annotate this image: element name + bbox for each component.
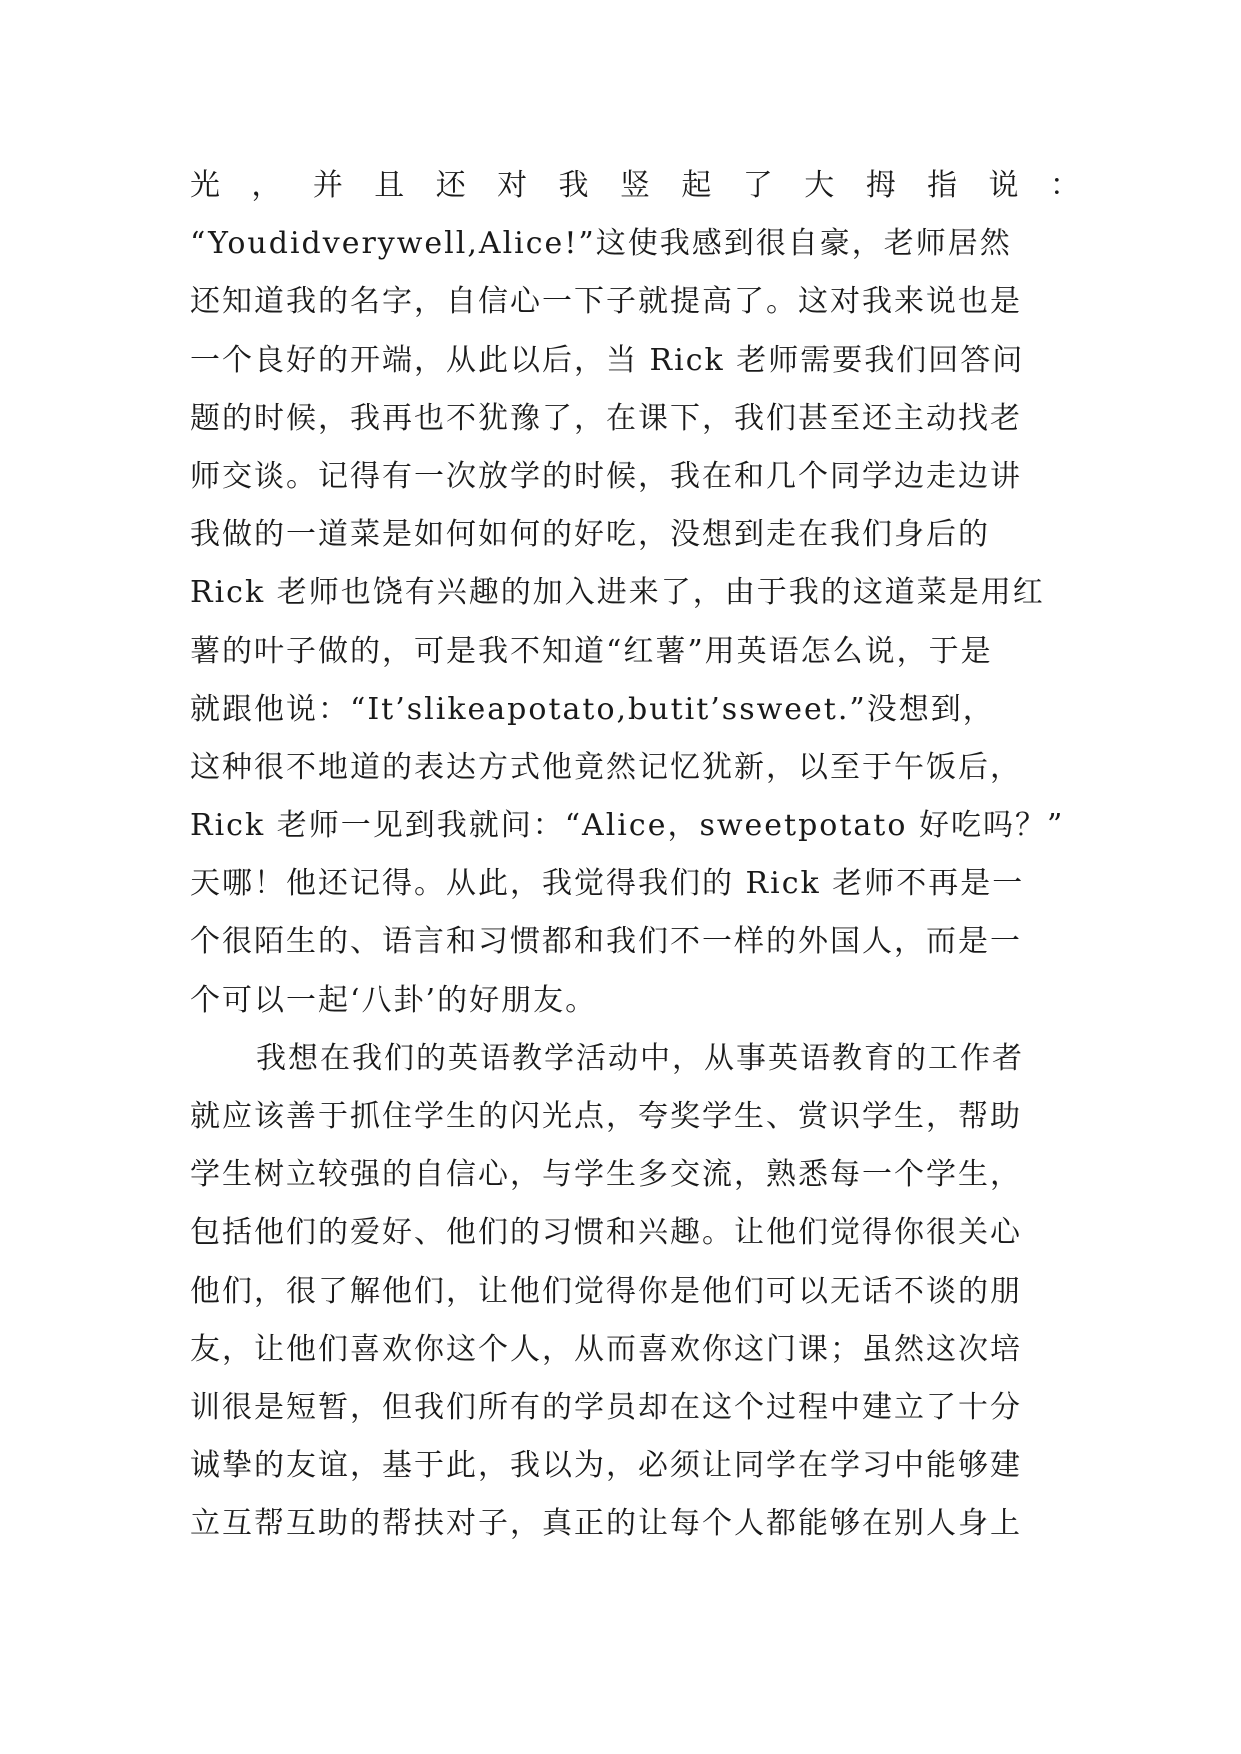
text-line: 包括他们的爱好、他们的习惯和兴趣。让他们觉得你很关心 — [190, 1215, 1022, 1251]
paragraph-start-line: 我想在我们的英语教学活动中，从事英语教育的工作者 — [256, 1040, 1024, 1076]
text-line: 立互帮互助的帮扶对子，真正的让每个人都能够在别人身上 — [190, 1506, 1022, 1542]
text-line: 还知道我的名字，自信心一下子就提高了。这对我来说也是 — [190, 284, 1022, 320]
text-line: 题的时候，我再也不犹豫了，在课下，我们甚至还主动找老 — [190, 400, 1022, 436]
char: 了 — [742, 168, 773, 203]
text-line: 训很是短暂，但我们所有的学员却在这个过程中建立了十分 — [190, 1389, 1022, 1425]
text-line: 诚挚的友谊，基于此，我以为，必须让同学在学习中能够建 — [190, 1448, 1022, 1484]
char: 对 — [497, 168, 528, 203]
text-line: 一个良好的开端，从此以后，当 Rick 老师需要我们回答问 — [190, 342, 1025, 378]
text-line: Rick 老师一见到我就问：“Alice，sweetpotato 好吃吗？” — [190, 808, 1065, 844]
char: 且 — [374, 168, 405, 203]
text-line: 天哪！他还记得。从此，我觉得我们的 Rick 老师不再是一 — [190, 866, 1025, 902]
char: 竖 — [619, 168, 650, 203]
char: 说 — [988, 168, 1019, 203]
char: 光 — [190, 168, 220, 203]
char: 还 — [435, 168, 466, 203]
text-line: Rick 老师也饶有兴趣的加入进来了，由于我的这道菜是用红 — [190, 575, 1045, 611]
text-line: 就应该善于抓住学生的闪光点，夸奖学生、赏识学生，帮助 — [190, 1099, 1022, 1134]
text-line: “Youdidverywell,Alice!”这使我感到很自豪，老师居然 — [190, 226, 1012, 262]
char: 大 — [804, 168, 835, 203]
text-line: 友，让他们喜欢你这个人，从而喜欢你这门课；虽然这次培 — [190, 1331, 1022, 1367]
char: 拇 — [865, 168, 896, 203]
text-line-first — [190, 157, 1080, 215]
text-line: 就跟他说：“It’slikeapotato,butit’ssweet.”没想到， — [190, 691, 995, 727]
text-line: 师交谈。记得有一次放学的时候，我在和几个同学边走边讲 — [190, 458, 1022, 494]
text-line: 个很陌生的、语言和习惯都和我们不一样的外国人，而是一 — [190, 924, 1022, 960]
text-line: 薯的叶子做的，可是我不知道“红薯”用英语怎么说，于是 — [190, 633, 993, 669]
text-line: 我做的一道菜是如何如何的好吃，没想到走在我们身后的 — [190, 517, 990, 553]
char: 并 — [312, 168, 343, 203]
char: 指 — [927, 168, 958, 203]
char: ： — [1049, 168, 1080, 203]
text-line: 这种很不地道的表达方式他竟然记忆犹新，以至于午饭后， — [190, 749, 1022, 785]
char: 我 — [558, 168, 589, 203]
body-text — [190, 157, 1080, 1554]
char: 起 — [681, 168, 712, 203]
char: ， — [251, 168, 282, 203]
text-line: 他们，很了解他们，让他们觉得你是他们可以无话不谈的朋 — [190, 1273, 1022, 1309]
text-line: 个可以一起‘八卦’的好朋友。 — [190, 982, 598, 1018]
text-line: 学生树立较强的自信心，与学生多交流，熟悉每一个学生， — [190, 1157, 1022, 1193]
